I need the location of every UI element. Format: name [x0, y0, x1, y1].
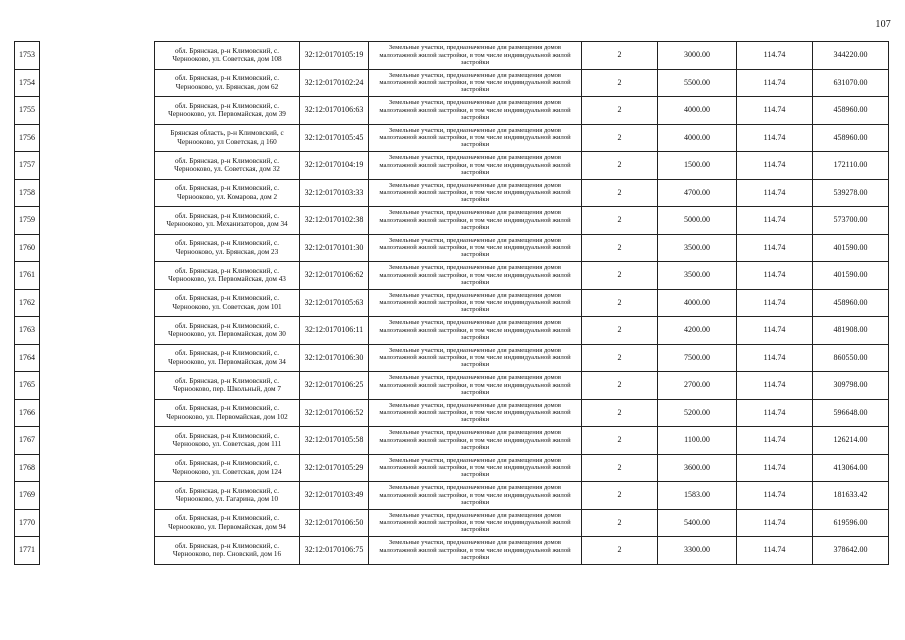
table-body [15, 42, 889, 565]
spacer-cell [40, 179, 155, 207]
spacer-cell [40, 207, 155, 235]
spacer-cell [40, 509, 155, 537]
group-cell: 2 [582, 207, 658, 235]
group-cell: 2 [582, 42, 658, 70]
area-cell: 5000.00 [658, 207, 737, 235]
area-cell: 3300.00 [658, 537, 737, 565]
row-number-cell: 1758 [15, 179, 40, 207]
spacer-cell [40, 372, 155, 400]
address-cell: обл. Брянская, р-н Климовский, с. Чернооково, ул. Гагарина, дом 10 [155, 482, 300, 510]
area-cell: 1583.00 [658, 482, 737, 510]
row-number-cell: 1760 [15, 234, 40, 262]
land-category-cell: Земельные участки, предназначенные для размещения домов малоэтажной жилой застройки, в том числе индивидуальной жилой застройки [369, 234, 582, 262]
cadastral-number-cell: 32:12:0170106:52 [300, 399, 369, 427]
table-row [15, 427, 889, 455]
area-cell: 7500.00 [658, 344, 737, 372]
table-row [15, 42, 889, 70]
area-cell: 3500.00 [658, 234, 737, 262]
specific-value-cell: 114.74 [737, 42, 813, 70]
table-row [15, 152, 889, 180]
group-cell: 2 [582, 482, 658, 510]
area-cell: 3600.00 [658, 454, 737, 482]
land-category-cell: Земельные участки, предназначенные для размещения домов малоэтажной жилой застройки, в том числе индивидуальной жилой застройки [369, 207, 582, 235]
cadastral-value-cell: 378642.00 [813, 537, 889, 565]
cadastral-number-cell: 32:12:0170103:49 [300, 482, 369, 510]
land-category-cell: Земельные участки, предназначенные для размещения домов малоэтажной жилой застройки, в том числе индивидуальной жилой застройки [369, 344, 582, 372]
cadastral-number-cell: 32:12:0170102:24 [300, 69, 369, 97]
cadastral-number-cell: 32:12:0170105:29 [300, 454, 369, 482]
land-category-cell: Земельные участки, предназначенные для размещения домов малоэтажной жилой застройки, в том числе индивидуальной жилой застройки [369, 427, 582, 455]
address-cell: обл. Брянская, р-н Климовский, с. Чернооково, ул. Советская, дом 32 [155, 152, 300, 180]
spacer-cell [40, 69, 155, 97]
specific-value-cell: 114.74 [737, 317, 813, 345]
area-cell: 1500.00 [658, 152, 737, 180]
spacer-cell [40, 344, 155, 372]
cadastral-value-cell: 573700.00 [813, 207, 889, 235]
land-category-cell: Земельные участки, предназначенные для размещения домов малоэтажной жилой застройки, в том числе индивидуальной жилой застройки [369, 97, 582, 125]
cadastral-value-cell: 413064.00 [813, 454, 889, 482]
area-cell: 4000.00 [658, 124, 737, 152]
land-category-cell: Земельные участки, предназначенные для размещения домов малоэтажной жилой застройки, в том числе индивидуальной жилой застройки [369, 482, 582, 510]
cadastral-value-cell: 344220.00 [813, 42, 889, 70]
group-cell: 2 [582, 317, 658, 345]
row-number-cell: 1761 [15, 262, 40, 290]
area-cell: 3000.00 [658, 42, 737, 70]
land-category-cell: Земельные участки, предназначенные для размещения домов малоэтажной жилой застройки, в том числе индивидуальной жилой застройки [369, 454, 582, 482]
address-cell: обл. Брянская, р-н Климовский, с. Чернооково, ул. Брянская, дом 23 [155, 234, 300, 262]
cadastral-number-cell: 32:12:0170102:38 [300, 207, 369, 235]
specific-value-cell: 114.74 [737, 289, 813, 317]
cadastral-value-cell: 458960.00 [813, 97, 889, 125]
row-number-cell: 1771 [15, 537, 40, 565]
group-cell: 2 [582, 427, 658, 455]
address-cell: обл. Брянская, р-н Климовский, с. Чернооково, ул. Первомайская, дом 39 [155, 97, 300, 125]
land-category-cell: Земельные участки, предназначенные для размещения домов малоэтажной жилой застройки, в том числе индивидуальной жилой застройки [369, 289, 582, 317]
group-cell: 2 [582, 124, 658, 152]
cadastral-number-cell: 32:12:0170105:58 [300, 427, 369, 455]
table-row [15, 482, 889, 510]
row-number-cell: 1762 [15, 289, 40, 317]
spacer-cell [40, 152, 155, 180]
group-cell: 2 [582, 289, 658, 317]
land-category-cell: Земельные участки, предназначенные для размещения домов малоэтажной жилой застройки, в том числе индивидуальной жилой застройки [369, 262, 582, 290]
land-category-cell: Земельные участки, предназначенные для размещения домов малоэтажной жилой застройки, в том числе индивидуальной жилой застройки [369, 152, 582, 180]
row-number-cell: 1759 [15, 207, 40, 235]
table-row [15, 207, 889, 235]
area-cell: 4700.00 [658, 179, 737, 207]
land-category-cell: Земельные участки, предназначенные для размещения домов малоэтажной жилой застройки, в том числе индивидуальной жилой застройки [369, 317, 582, 345]
address-cell: обл. Брянская, р-н Климовский, с. Чернооково, ул. Механизаторов, дом 34 [155, 207, 300, 235]
row-number-cell: 1753 [15, 42, 40, 70]
specific-value-cell: 114.74 [737, 509, 813, 537]
row-number-cell: 1767 [15, 427, 40, 455]
specific-value-cell: 114.74 [737, 179, 813, 207]
cadastral-number-cell: 32:12:0170106:63 [300, 97, 369, 125]
cadastral-number-cell: 32:12:0170106:25 [300, 372, 369, 400]
cadastral-number-cell: 32:12:0170106:30 [300, 344, 369, 372]
spacer-cell [40, 262, 155, 290]
area-cell: 4000.00 [658, 97, 737, 125]
specific-value-cell: 114.74 [737, 399, 813, 427]
cadastral-number-cell: 32:12:0170103:33 [300, 179, 369, 207]
row-number-cell: 1766 [15, 399, 40, 427]
cadastral-number-cell: 32:12:0170101:30 [300, 234, 369, 262]
land-category-cell: Земельные участки, предназначенные для размещения домов малоэтажной жилой застройки, в том числе индивидуальной жилой застройки [369, 537, 582, 565]
group-cell: 2 [582, 97, 658, 125]
land-category-cell: Земельные участки, предназначенные для размещения домов малоэтажной жилой застройки, в том числе индивидуальной жилой застройки [369, 399, 582, 427]
area-cell: 5200.00 [658, 399, 737, 427]
cadastral-number-cell: 32:12:0170105:19 [300, 42, 369, 70]
specific-value-cell: 114.74 [737, 537, 813, 565]
table-row [15, 69, 889, 97]
area-cell: 5400.00 [658, 509, 737, 537]
group-cell: 2 [582, 179, 658, 207]
address-cell: обл. Брянская, р-н Климовский, с. Чернооково, ул. Комарова, дом 2 [155, 179, 300, 207]
table-row [15, 509, 889, 537]
spacer-cell [40, 454, 155, 482]
land-registry-table [14, 41, 889, 565]
cadastral-value-cell: 860550.00 [813, 344, 889, 372]
cadastral-value-cell: 619596.00 [813, 509, 889, 537]
address-cell: обл. Брянская, р-н Климовский, с. Чернооково, пер. Сновский, дом 16 [155, 537, 300, 565]
specific-value-cell: 114.74 [737, 152, 813, 180]
row-number-cell: 1768 [15, 454, 40, 482]
cadastral-value-cell: 181633.42 [813, 482, 889, 510]
table-row [15, 372, 889, 400]
specific-value-cell: 114.74 [737, 124, 813, 152]
specific-value-cell: 114.74 [737, 207, 813, 235]
cadastral-value-cell: 539278.00 [813, 179, 889, 207]
specific-value-cell: 114.74 [737, 454, 813, 482]
group-cell: 2 [582, 372, 658, 400]
cadastral-value-cell: 126214.00 [813, 427, 889, 455]
address-cell: обл. Брянская, р-н Климовский, с. Чернооково, ул. Первомайская, дом 30 [155, 317, 300, 345]
spacer-cell [40, 399, 155, 427]
address-cell: обл. Брянская, р-н Климовский, с. Чернооково, ул. Брянская, дом 62 [155, 69, 300, 97]
row-number-cell: 1756 [15, 124, 40, 152]
specific-value-cell: 114.74 [737, 427, 813, 455]
address-cell: обл. Брянская, р-н Климовский, с. Чернооково, ул. Первомайская, дом 43 [155, 262, 300, 290]
cadastral-value-cell: 309798.00 [813, 372, 889, 400]
specific-value-cell: 114.74 [737, 344, 813, 372]
spacer-cell [40, 42, 155, 70]
area-cell: 1100.00 [658, 427, 737, 455]
cadastral-number-cell: 32:12:0170105:45 [300, 124, 369, 152]
table-row [15, 97, 889, 125]
row-number-cell: 1769 [15, 482, 40, 510]
specific-value-cell: 114.74 [737, 234, 813, 262]
specific-value-cell: 114.74 [737, 69, 813, 97]
table-row [15, 124, 889, 152]
cadastral-value-cell: 172110.00 [813, 152, 889, 180]
spacer-cell [40, 97, 155, 125]
cadastral-number-cell: 32:12:0170105:63 [300, 289, 369, 317]
group-cell: 2 [582, 454, 658, 482]
land-category-cell: Земельные участки, предназначенные для размещения домов малоэтажной жилой застройки, в том числе индивидуальной жилой застройки [369, 69, 582, 97]
cadastral-value-cell: 401590.00 [813, 262, 889, 290]
address-cell: обл. Брянская, р-н Климовский, с. Чернооково, ул. Советская, дом 101 [155, 289, 300, 317]
row-number-cell: 1757 [15, 152, 40, 180]
address-cell: обл. Брянская, р-н Климовский, с. Чернооково, пер. Школьный, дом 7 [155, 372, 300, 400]
cadastral-value-cell: 458960.00 [813, 289, 889, 317]
group-cell: 2 [582, 537, 658, 565]
area-cell: 3500.00 [658, 262, 737, 290]
spacer-cell [40, 289, 155, 317]
specific-value-cell: 114.74 [737, 262, 813, 290]
cadastral-value-cell: 458960.00 [813, 124, 889, 152]
group-cell: 2 [582, 152, 658, 180]
cadastral-number-cell: 32:12:0170106:50 [300, 509, 369, 537]
land-category-cell: Земельные участки, предназначенные для размещения домов малоэтажной жилой застройки, в том числе индивидуальной жилой застройки [369, 509, 582, 537]
row-number-cell: 1764 [15, 344, 40, 372]
cadastral-number-cell: 32:12:0170106:62 [300, 262, 369, 290]
row-number-cell: 1765 [15, 372, 40, 400]
address-cell: обл. Брянская, р-н Климовский, с. Чернооково, ул. Первомайская, дом 102 [155, 399, 300, 427]
table-row [15, 537, 889, 565]
cadastral-value-cell: 401590.00 [813, 234, 889, 262]
address-cell: обл. Брянская, р-н Климовский, с. Чернооково, ул. Советская, дом 108 [155, 42, 300, 70]
group-cell: 2 [582, 69, 658, 97]
spacer-cell [40, 537, 155, 565]
table-row [15, 289, 889, 317]
area-cell: 2700.00 [658, 372, 737, 400]
cadastral-value-cell: 631070.00 [813, 69, 889, 97]
table-row [15, 262, 889, 290]
table-row [15, 179, 889, 207]
spacer-cell [40, 124, 155, 152]
spacer-cell [40, 317, 155, 345]
specific-value-cell: 114.74 [737, 97, 813, 125]
specific-value-cell: 114.74 [737, 482, 813, 510]
table-row [15, 234, 889, 262]
table-row [15, 317, 889, 345]
group-cell: 2 [582, 509, 658, 537]
row-number-cell: 1763 [15, 317, 40, 345]
cadastral-number-cell: 32:12:0170106:11 [300, 317, 369, 345]
spacer-cell [40, 234, 155, 262]
land-category-cell: Земельные участки, предназначенные для размещения домов малоэтажной жилой застройки, в том числе индивидуальной жилой застройки [369, 179, 582, 207]
table-row [15, 344, 889, 372]
address-cell: обл. Брянская, р-н Климовский, с. Чернооково, ул. Советская, дом 111 [155, 427, 300, 455]
group-cell: 2 [582, 399, 658, 427]
address-cell: Брянская область, р-н Климовский, с Чернооково, ул Советская, д 160 [155, 124, 300, 152]
area-cell: 4200.00 [658, 317, 737, 345]
address-cell: обл. Брянская, р-н Климовский, с. Чернооково, ул. Советская, дом 124 [155, 454, 300, 482]
group-cell: 2 [582, 234, 658, 262]
specific-value-cell: 114.74 [737, 372, 813, 400]
address-cell: обл. Брянская, р-н Климовский, с. Чернооково, ул. Первомайская, дом 34 [155, 344, 300, 372]
row-number-cell: 1754 [15, 69, 40, 97]
spacer-cell [40, 482, 155, 510]
row-number-cell: 1770 [15, 509, 40, 537]
spacer-cell [40, 427, 155, 455]
land-category-cell: Земельные участки, предназначенные для размещения домов малоэтажной жилой застройки, в том числе индивидуальной жилой застройки [369, 372, 582, 400]
row-number-cell: 1755 [15, 97, 40, 125]
cadastral-value-cell: 596648.00 [813, 399, 889, 427]
group-cell: 2 [582, 344, 658, 372]
cadastral-number-cell: 32:12:0170104:19 [300, 152, 369, 180]
address-cell: обл. Брянская, р-н Климовский, с. Чернооково, ул. Первомайская, дом 94 [155, 509, 300, 537]
land-category-cell: Земельные участки, предназначенные для размещения домов малоэтажной жилой застройки, в том числе индивидуальной жилой застройки [369, 124, 582, 152]
area-cell: 4000.00 [658, 289, 737, 317]
page-number: 107 [875, 19, 891, 30]
table-row [15, 399, 889, 427]
cadastral-number-cell: 32:12:0170106:75 [300, 537, 369, 565]
area-cell: 5500.00 [658, 69, 737, 97]
table-row [15, 454, 889, 482]
cadastral-value-cell: 481908.00 [813, 317, 889, 345]
land-category-cell: Земельные участки, предназначенные для размещения домов малоэтажной жилой застройки, в том числе индивидуальной жилой застройки [369, 42, 582, 70]
group-cell: 2 [582, 262, 658, 290]
